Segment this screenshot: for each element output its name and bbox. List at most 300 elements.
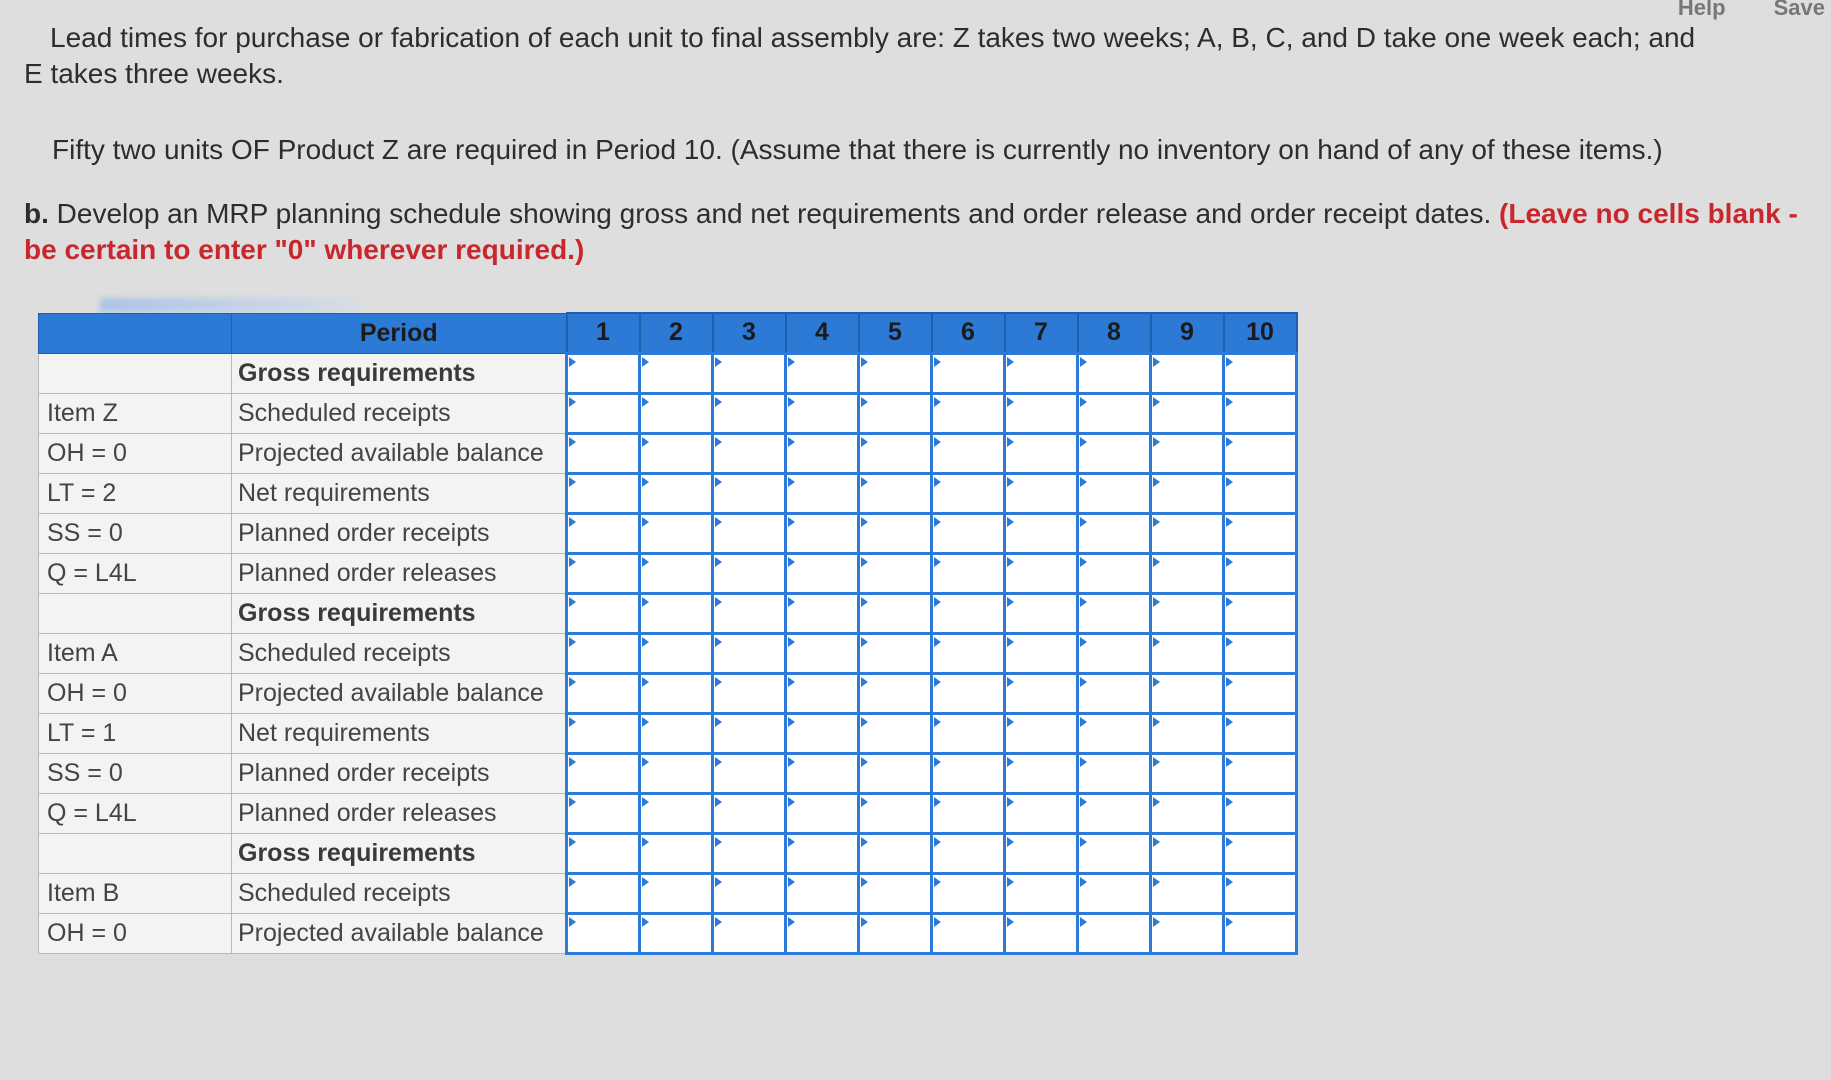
answer-input[interactable] [1006, 635, 1076, 672]
answer-input[interactable] [1079, 715, 1149, 752]
answer-input[interactable] [933, 475, 1003, 512]
mrp-row [39, 833, 1297, 873]
answer-input[interactable] [1006, 675, 1076, 712]
answer-input[interactable] [568, 355, 638, 392]
answer-cell [1078, 913, 1151, 953]
answer-cell [640, 913, 713, 953]
answer-input[interactable] [1225, 515, 1295, 552]
answer-cell [859, 353, 932, 393]
part-b-instructions: Develop an MRP planning schedule showing gross and net requirements and order release and order receipt dates. [48, 198, 1500, 229]
answer-cell [859, 753, 932, 793]
answer-input[interactable] [641, 475, 711, 512]
answer-cell [1151, 433, 1224, 473]
answer-input[interactable] [714, 875, 784, 912]
answer-cell [1151, 753, 1224, 793]
answer-input[interactable] [1152, 595, 1222, 632]
answer-input[interactable] [1225, 715, 1295, 752]
answer-cell [713, 473, 786, 513]
answer-cell [932, 553, 1005, 593]
answer-input[interactable] [1152, 555, 1222, 592]
answer-cell [640, 593, 713, 633]
answer-input[interactable] [1225, 795, 1295, 832]
answer-input[interactable] [1079, 875, 1149, 912]
lead-times-line-1: Lead times for purchase or fabrication of each unit to final assembly are: Z takes two weeks; A, B, C, and D take one week each; and [50, 22, 1696, 53]
answer-cell [1151, 793, 1224, 833]
answer-input[interactable] [641, 395, 711, 432]
mrp-row [39, 513, 1297, 553]
answer-input[interactable] [568, 395, 638, 432]
requirement-text: Fifty two units OF Product Z are required in Period 10. (Assume that there is currently no inventory on hand of any of these items.) [52, 134, 1663, 165]
answer-cell [786, 833, 859, 873]
answer-input[interactable] [1006, 755, 1076, 792]
answer-input[interactable] [1225, 675, 1295, 712]
answer-cell [713, 753, 786, 793]
answer-input[interactable] [1225, 475, 1295, 512]
answer-input[interactable] [714, 835, 784, 872]
answer-input[interactable] [1079, 395, 1149, 432]
answer-input[interactable] [1225, 435, 1295, 472]
answer-input[interactable] [1006, 395, 1076, 432]
answer-cell [1078, 753, 1151, 793]
answer-input[interactable] [1006, 915, 1076, 952]
answer-input[interactable] [714, 635, 784, 672]
answer-input[interactable] [714, 755, 784, 792]
answer-cell [713, 673, 786, 713]
answer-cell [1005, 353, 1078, 393]
answer-input[interactable] [641, 595, 711, 632]
answer-cell [1005, 913, 1078, 953]
answer-input[interactable] [568, 795, 638, 832]
answer-cell [1151, 833, 1224, 873]
answer-cell [567, 393, 640, 433]
answer-cell [859, 433, 932, 473]
answer-input[interactable] [787, 515, 857, 552]
top-toolbar [1678, 0, 1831, 18]
header-highlight [100, 298, 360, 312]
answer-input[interactable] [860, 435, 930, 472]
answer-input[interactable] [860, 755, 930, 792]
answer-input[interactable] [787, 875, 857, 912]
answer-input[interactable] [1079, 475, 1149, 512]
answer-input[interactable] [568, 915, 638, 952]
answer-input[interactable] [1006, 555, 1076, 592]
answer-input[interactable] [787, 555, 857, 592]
answer-input[interactable] [714, 475, 784, 512]
answer-cell [713, 553, 786, 593]
answer-input[interactable] [1225, 555, 1295, 592]
lead-times-text [24, 20, 1814, 92]
answer-cell [1005, 833, 1078, 873]
mrp-row [39, 433, 1297, 473]
answer-cell [859, 593, 932, 633]
answer-input[interactable] [1152, 675, 1222, 712]
answer-input[interactable] [568, 755, 638, 792]
answer-input[interactable] [1079, 595, 1149, 632]
answer-input[interactable] [933, 595, 1003, 632]
mrp-table-body [39, 353, 1297, 953]
answer-cell [1005, 673, 1078, 713]
answer-input[interactable] [1152, 515, 1222, 552]
answer-cell [567, 793, 640, 833]
answer-input[interactable] [860, 875, 930, 912]
answer-input[interactable] [641, 675, 711, 712]
item-info-cell: OH = 0 [39, 913, 232, 953]
answer-input[interactable] [1079, 515, 1149, 552]
answer-input[interactable] [568, 715, 638, 752]
answer-cell [1005, 473, 1078, 513]
answer-input[interactable] [568, 475, 638, 512]
answer-input[interactable] [1079, 355, 1149, 392]
answer-cell [1005, 513, 1078, 553]
answer-input[interactable] [714, 715, 784, 752]
answer-input[interactable] [714, 395, 784, 432]
answer-cell [1224, 753, 1297, 793]
answer-input[interactable] [714, 675, 784, 712]
answer-input[interactable] [1152, 915, 1222, 952]
answer-cell [1224, 633, 1297, 673]
answer-input[interactable] [1225, 755, 1295, 792]
answer-input[interactable] [933, 395, 1003, 432]
answer-cell [786, 393, 859, 433]
answer-cell [1151, 633, 1224, 673]
answer-input[interactable] [860, 555, 930, 592]
answer-input[interactable] [1079, 555, 1149, 592]
answer-input[interactable] [860, 515, 930, 552]
answer-cell [713, 593, 786, 633]
answer-cell [713, 353, 786, 393]
answer-input[interactable] [641, 795, 711, 832]
item-info-cell: Q = L4L [39, 553, 232, 593]
answer-cell [1078, 633, 1151, 673]
item-info-cell: Item Z [39, 393, 232, 433]
answer-input[interactable] [1152, 395, 1222, 432]
answer-input[interactable] [1006, 515, 1076, 552]
answer-input[interactable] [1079, 755, 1149, 792]
answer-cell [1151, 553, 1224, 593]
answer-input[interactable] [641, 915, 711, 952]
answer-input[interactable] [1152, 835, 1222, 872]
answer-input[interactable] [641, 875, 711, 912]
answer-input[interactable] [860, 715, 930, 752]
answer-input[interactable] [1152, 795, 1222, 832]
item-info-cell: SS = 0 [39, 513, 232, 553]
answer-cell [640, 713, 713, 753]
item-info-cell: Item A [39, 633, 232, 673]
answer-input[interactable] [714, 555, 784, 592]
answer-input[interactable] [933, 755, 1003, 792]
answer-cell [1078, 433, 1151, 473]
answer-input[interactable] [933, 515, 1003, 552]
answer-input[interactable] [787, 475, 857, 512]
answer-cell [1078, 793, 1151, 833]
answer-input[interactable] [1152, 715, 1222, 752]
answer-cell [786, 593, 859, 633]
item-info-cell [39, 353, 232, 393]
answer-input[interactable] [787, 395, 857, 432]
answer-input[interactable] [933, 435, 1003, 472]
answer-input[interactable] [568, 875, 638, 912]
answer-input[interactable] [1152, 435, 1222, 472]
answer-cell [1078, 393, 1151, 433]
answer-input[interactable] [1079, 835, 1149, 872]
answer-cell [1078, 833, 1151, 873]
answer-input[interactable] [1006, 355, 1076, 392]
answer-cell [567, 633, 640, 673]
answer-input[interactable] [1225, 875, 1295, 912]
answer-cell [567, 513, 640, 553]
answer-cell [859, 633, 932, 673]
mrp-row [39, 753, 1297, 793]
answer-cell [859, 873, 932, 913]
answer-input[interactable] [641, 835, 711, 872]
part-b-text [24, 196, 1814, 268]
answer-input[interactable] [787, 355, 857, 392]
answer-input[interactable] [787, 835, 857, 872]
period-8: 8 [1078, 313, 1151, 353]
answer-input[interactable] [860, 675, 930, 712]
answer-input[interactable] [1006, 435, 1076, 472]
answer-cell [1005, 873, 1078, 913]
answer-cell [1151, 873, 1224, 913]
answer-input[interactable] [860, 395, 930, 432]
answer-cell [1151, 913, 1224, 953]
answer-input[interactable] [860, 635, 930, 672]
answer-input[interactable] [641, 515, 711, 552]
answer-input[interactable] [933, 355, 1003, 392]
answer-input[interactable] [1006, 595, 1076, 632]
answer-cell [1151, 473, 1224, 513]
answer-input[interactable] [568, 555, 638, 592]
answer-cell [1151, 673, 1224, 713]
answer-cell [786, 633, 859, 673]
row-label: Planned order receipts [232, 513, 567, 553]
answer-cell [640, 433, 713, 473]
answer-cell [567, 753, 640, 793]
answer-cell [567, 913, 640, 953]
row-label: Planned order releases [232, 793, 567, 833]
answer-cell [713, 393, 786, 433]
header-blank [39, 313, 232, 353]
answer-cell [713, 833, 786, 873]
answer-cell [713, 873, 786, 913]
answer-cell [932, 593, 1005, 633]
item-info-cell: SS = 0 [39, 753, 232, 793]
answer-input[interactable] [714, 915, 784, 952]
answer-cell [640, 753, 713, 793]
answer-cell [932, 713, 1005, 753]
answer-input[interactable] [933, 675, 1003, 712]
answer-input[interactable] [787, 595, 857, 632]
answer-cell [786, 473, 859, 513]
answer-input[interactable] [1152, 355, 1222, 392]
answer-cell [713, 633, 786, 673]
answer-cell [932, 353, 1005, 393]
mrp-row [39, 553, 1297, 593]
answer-cell [786, 713, 859, 753]
answer-input[interactable] [714, 795, 784, 832]
answer-input[interactable] [714, 595, 784, 632]
answer-input[interactable] [787, 675, 857, 712]
answer-input[interactable] [1006, 795, 1076, 832]
answer-cell [932, 473, 1005, 513]
item-info-cell: LT = 2 [39, 473, 232, 513]
answer-input[interactable] [714, 435, 784, 472]
answer-input[interactable] [714, 355, 784, 392]
answer-input[interactable] [641, 355, 711, 392]
mrp-table-container [38, 312, 1298, 955]
answer-cell [640, 553, 713, 593]
part-b-note: (Leave no cells blank - be certain to enter "0" wherever required.) [24, 198, 1798, 265]
help-button[interactable]: Help [1677, 0, 1726, 20]
item-info-cell: OH = 0 [39, 673, 232, 713]
answer-cell [1151, 393, 1224, 433]
answer-cell [1005, 433, 1078, 473]
answer-input[interactable] [1006, 715, 1076, 752]
row-label: Gross requirements [232, 833, 567, 873]
mrp-row [39, 473, 1297, 513]
answer-cell [932, 833, 1005, 873]
item-info-cell [39, 833, 232, 873]
answer-input[interactable] [568, 435, 638, 472]
answer-cell [859, 473, 932, 513]
mrp-row [39, 713, 1297, 753]
answer-cell [859, 393, 932, 433]
answer-cell [1078, 593, 1151, 633]
answer-cell [1224, 553, 1297, 593]
answer-cell [786, 433, 859, 473]
answer-input[interactable] [933, 635, 1003, 672]
answer-input[interactable] [860, 835, 930, 872]
answer-cell [932, 633, 1005, 673]
answer-input[interactable] [641, 555, 711, 592]
period-9: 9 [1151, 313, 1224, 353]
answer-input[interactable] [787, 915, 857, 952]
period-3: 3 [713, 313, 786, 353]
period-5: 5 [859, 313, 932, 353]
answer-input[interactable] [1225, 835, 1295, 872]
answer-cell [567, 553, 640, 593]
answer-cell [1005, 393, 1078, 433]
answer-input[interactable] [860, 355, 930, 392]
answer-input[interactable] [933, 915, 1003, 952]
answer-input[interactable] [568, 675, 638, 712]
answer-input[interactable] [860, 595, 930, 632]
answer-input[interactable] [787, 635, 857, 672]
answer-input[interactable] [1079, 435, 1149, 472]
row-label: Gross requirements [232, 593, 567, 633]
answer-cell [1151, 713, 1224, 753]
answer-cell [1078, 353, 1151, 393]
mrp-row [39, 873, 1297, 913]
period-4: 4 [786, 313, 859, 353]
answer-input[interactable] [714, 515, 784, 552]
answer-input[interactable] [933, 835, 1003, 872]
answer-input[interactable] [1152, 875, 1222, 912]
answer-cell [567, 433, 640, 473]
answer-cell [786, 793, 859, 833]
answer-cell [859, 793, 932, 833]
answer-input[interactable] [641, 715, 711, 752]
answer-input[interactable] [1006, 475, 1076, 512]
answer-cell [1224, 673, 1297, 713]
answer-input[interactable] [1079, 795, 1149, 832]
answer-input[interactable] [641, 435, 711, 472]
answer-input[interactable] [1225, 915, 1295, 952]
answer-input[interactable] [860, 795, 930, 832]
answer-input[interactable] [787, 795, 857, 832]
answer-input[interactable] [933, 715, 1003, 752]
answer-input[interactable] [1152, 475, 1222, 512]
answer-cell [1224, 833, 1297, 873]
answer-input[interactable] [568, 595, 638, 632]
period-7: 7 [1005, 313, 1078, 353]
row-label: Scheduled receipts [232, 873, 567, 913]
answer-input[interactable] [641, 635, 711, 672]
answer-input[interactable] [1079, 675, 1149, 712]
answer-input[interactable] [568, 515, 638, 552]
answer-cell [567, 593, 640, 633]
answer-cell [1224, 913, 1297, 953]
answer-input[interactable] [1152, 755, 1222, 792]
answer-cell [932, 393, 1005, 433]
row-label: Net requirements [232, 713, 567, 753]
answer-input[interactable] [1006, 835, 1076, 872]
answer-input[interactable] [1225, 395, 1295, 432]
answer-cell [786, 513, 859, 553]
answer-cell [1151, 513, 1224, 553]
answer-cell [786, 553, 859, 593]
answer-input[interactable] [860, 915, 930, 952]
answer-input[interactable] [568, 835, 638, 872]
item-info-cell: LT = 1 [39, 713, 232, 753]
answer-input[interactable] [1079, 915, 1149, 952]
answer-input[interactable] [787, 435, 857, 472]
answer-input[interactable] [933, 795, 1003, 832]
answer-input[interactable] [641, 755, 711, 792]
answer-input[interactable] [1079, 635, 1149, 672]
row-label: Planned order receipts [232, 753, 567, 793]
answer-input[interactable] [787, 715, 857, 752]
answer-input[interactable] [933, 555, 1003, 592]
answer-input[interactable] [1152, 635, 1222, 672]
answer-cell [932, 793, 1005, 833]
save-button[interactable]: Save [1773, 0, 1825, 20]
answer-cell [567, 353, 640, 393]
answer-input[interactable] [1225, 635, 1295, 672]
row-label: Gross requirements [232, 353, 567, 393]
mrp-row [39, 673, 1297, 713]
answer-cell [567, 473, 640, 513]
answer-cell [713, 513, 786, 553]
answer-input[interactable] [1225, 355, 1295, 392]
answer-input[interactable] [1006, 875, 1076, 912]
row-label: Projected available balance [232, 673, 567, 713]
answer-input[interactable] [933, 875, 1003, 912]
mrp-row [39, 633, 1297, 673]
answer-input[interactable] [568, 635, 638, 672]
answer-cell [640, 633, 713, 673]
answer-input[interactable] [1225, 595, 1295, 632]
answer-cell [932, 913, 1005, 953]
row-label: Projected available balance [232, 433, 567, 473]
answer-input[interactable] [860, 475, 930, 512]
answer-cell [1078, 873, 1151, 913]
part-b-prefix: b. [24, 198, 49, 229]
answer-cell [640, 473, 713, 513]
answer-cell [1224, 713, 1297, 753]
answer-cell [859, 513, 932, 553]
answer-input[interactable] [787, 755, 857, 792]
